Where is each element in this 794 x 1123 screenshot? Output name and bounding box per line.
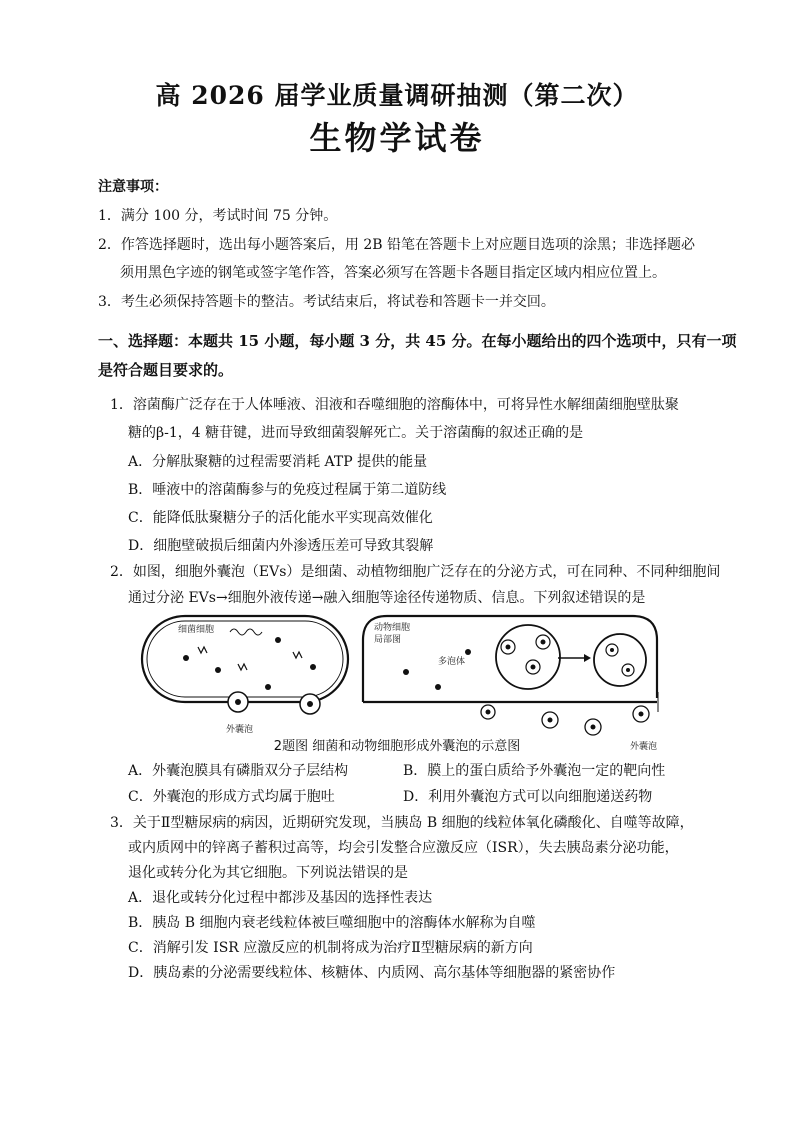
protein-mark: [198, 647, 207, 653]
q2-stem: 2．如图，细胞外囊泡（EVs）是细菌、动植物细胞广泛存在的分泌方式，可在同种、不同种细胞间: [110, 564, 721, 580]
q3-stem-cont: 或内质网中的锌离子蓄积过高等，均会引发整合应激反应（ISR），失去胰岛素分泌功能，: [128, 840, 679, 856]
label-animal-2: 局部图: [374, 635, 402, 645]
particle: [310, 664, 316, 670]
q2-option-b: B．膜上的蛋白质给予外囊泡一定的靶向性: [403, 763, 666, 779]
label-animal-1: 动物细胞: [374, 623, 411, 633]
bacteria-inner-membrane: [147, 621, 343, 697]
q2-figure: [138, 612, 668, 754]
q2-option-c: C．外囊泡的形成方式均属于胞吐: [128, 789, 335, 805]
q1-option-c: C．能降低肽聚糖分子的活化能水平实现高效催化: [128, 510, 433, 526]
notes-item-1: 1．满分 100 分，考试时间 75 分钟。: [98, 208, 338, 224]
particle: [275, 637, 281, 643]
q3-option-c: C．消解引发 ISR 应激反应的机制将成为治疗Ⅱ型糖尿病的新方向: [128, 940, 533, 956]
notes-item-2: 2．作答选择题时，选出每小题答案后，用 2B 铅笔在答题卡上对应题目选项的涂黑；非选择题必: [98, 237, 696, 253]
q2-option-a: A．外囊泡膜具有磷脂双分子层结构: [128, 763, 349, 779]
multivesicular-body-fusing: [594, 634, 646, 686]
protein-mark: [238, 664, 247, 670]
label-mvb: 多泡体: [438, 657, 466, 667]
particle: [265, 684, 271, 690]
q2-stem-cont: 通过分泌 EVs→细胞外液传递→融入细胞等途径传递物质、信息。下列叙述错误的是: [128, 590, 646, 606]
figure-caption: 2题图 细菌和动物细胞形成外囊泡的示意图: [273, 739, 521, 754]
dna-strand: [230, 629, 262, 635]
particle: [215, 667, 221, 673]
q3-stem-cont2: 退化或转分化为其它细胞。下列说法错误的是: [128, 865, 408, 881]
multivesicular-body: [496, 625, 560, 689]
q1-stem: 1．溶菌酶广泛存在于人体唾液、泪液和吞噬细胞的溶酶体中，可将异性水解细菌细胞壁肽聚: [110, 397, 679, 413]
label-bacteria: 细菌细胞: [178, 625, 215, 635]
particle: [183, 655, 189, 661]
q3-option-b: B．胰岛 B 细胞内衰老线粒体被巨噬细胞中的溶酶体水解称为自噬: [128, 915, 536, 931]
q3-stem: 3．关于Ⅱ型糖尿病的病因，近期研究发现，当胰岛 B 细胞的线粒体氧化磷酸化、自噬等故障，: [110, 815, 694, 831]
notes-item-2-cont: 须用黑色字迹的钢笔或签字笔作答，答案必须写在答题卡各题目指定区域内相应位置上。: [120, 265, 666, 281]
label-ev-right: 外囊泡: [630, 742, 658, 752]
q1-option-d: D．细胞壁破损后细菌内外渗透压差可导致其裂解: [128, 538, 434, 554]
protein-mark: [293, 652, 302, 658]
section-heading: 一、选择题：本题共 15 小题，每小题 3 分，共 45 分。在每小题给出的四个选项中，只有一项: [98, 332, 737, 350]
notes-heading: 注意事项：: [98, 179, 168, 195]
notes-item-3: 3．考生必须保持答题卡的整洁。考试结束后，将试卷和答题卡一并交回。: [98, 294, 555, 310]
bacteria-outer-membrane: [142, 616, 348, 702]
section-heading-cont: 是符合题目要求的。: [98, 361, 234, 379]
q1-stem-cont: 糖的β-1，4 糖苷键，进而导致细菌裂解死亡。关于溶菌酶的叙述正确的是: [128, 425, 584, 441]
exam-title: 高 2026 届学业质量调研抽测（第二次）: [155, 81, 639, 110]
q3-option-d: D．胰岛素的分泌需要线粒体、核糖体、内质网、高尔基体等细胞器的紧密协作: [128, 965, 616, 981]
q3-option-a: A．退化或转分化过程中都涉及基因的选择性表达: [128, 890, 433, 906]
vesicle-cargo: [307, 701, 313, 707]
arrow-head: [584, 654, 591, 662]
q1-option-b: B．唾液中的溶菌酶参与的免疫过程属于第二道防线: [128, 482, 447, 498]
q2-option-d: D．利用外囊泡方式可以向细胞递送药物: [403, 789, 653, 805]
subject-title: 生物学试卷: [309, 119, 485, 157]
label-ev-left: 外囊泡: [226, 725, 254, 735]
vesicle-cargo: [235, 699, 241, 705]
q1-option-a: A．分解肽聚糖的过程需要消耗 ATP 提供的能量: [128, 454, 428, 470]
